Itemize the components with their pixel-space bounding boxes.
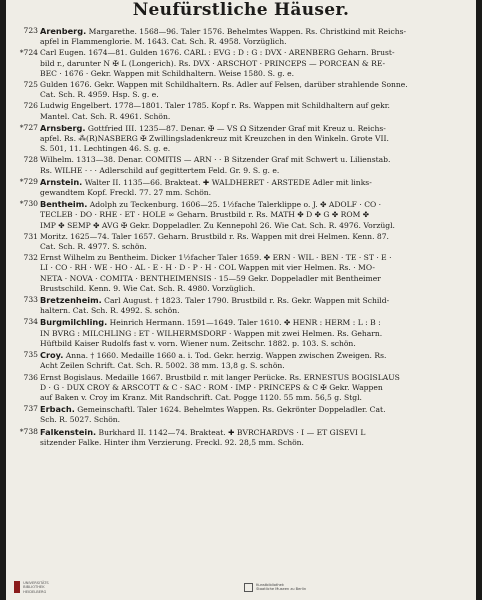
entry-text-line [40,253,468,263]
entry-number: *729 [19,176,38,186]
entry-text-line [40,112,468,122]
catalog-entry [14,48,468,79]
entry-description: gewandtem Kopf. Freckl. 77. 27 mm. Schön. [40,188,212,198]
entry-number: 728 [23,155,38,165]
entry-description: Cat. Sch. R. 4977. S. schön. [40,242,147,252]
catalog-entry [14,373,468,404]
entry-description: Moritz. 1625—74. Taler 1657. Geharn. Brustbild r. Rs. Wappen mit drei Helmen. Kenn. 87. [40,231,389,241]
entry-text-line [40,221,468,231]
catalog-entry [14,177,468,198]
entry-text-line [40,306,468,316]
entry-description: Anna. † 1660. Medaille 1660 a. i. Tod. Gekr. herzig. Wappen zwischen Zweigen. Rs. [63,351,387,361]
entry-number: 735 [23,350,38,360]
entry-description: Ernst Wilhelm zu Bentheim. Dicker 1½facher Taler 1659. ✤ ERN · WIL · BEN · TE · ST · E · [40,253,392,263]
entry-description: haltern. Cat. Sch. R. 4992. S. schön. [40,306,180,316]
entry-description: S. 501, 11. Lechtingen 46. S. g. e. [40,144,171,154]
entry-description: Wilhelm. 1313—38. Denar. COMITIS — ARN · · B Sitzender Graf mit Schwert u. Lilienstab. [40,155,391,165]
entry-text-line [40,329,468,339]
entry-description: Brustschild. Kenn. 9. Wie Cat. Sch. R. 4980. Vorzüglich. [40,283,256,293]
entry-text-line [40,177,468,188]
entry-text-line [40,101,468,111]
entry-text-line [40,232,468,242]
entry-description: bild r., darunter N ✠ L (Longerich). Rs. DVX · ARSCHOT · PRINCEPS — PORCEAN & RE- [40,58,386,68]
entry-description: Margarethe. 1568—96. Taler 1576. Behelmtes Wappen. Rs. Christkind mit Reichs- [86,27,407,36]
left-logo-line: BIBLIOTHEK [23,585,45,590]
catalog-entry [14,404,468,425]
catalog-entries [14,26,468,448]
entry-number: *724 [19,48,38,58]
entry-text-line [40,123,468,134]
entry-description: Gulden 1676. Gekr. Wappen mit Schildhaltern. Rs. Adler auf Felsen, darüber strahlende Sonne. [40,80,408,90]
entry-number: *730 [19,199,38,209]
entry-description: Cat. Sch. R. 4959. Hsp. S. g. e. [40,90,159,100]
house-name: Falkenstein. [40,426,97,437]
entry-number: *727 [19,122,38,132]
catalog-entry [14,123,468,155]
house-name: Burgmilchling. [40,317,108,328]
house-name: Arenberg. [40,26,87,36]
entry-description: IMP ✤ SEMP ✤ AVG ✠ Gekr. Doppeladler. Zu Kennepohl 26. Wie Cat. Sch. R. 4976. Vorzügl. [40,220,395,230]
catalog-entry [14,80,468,100]
entry-description: sitzender Falke. Hinter ihm Verzierung. Freckl. 92. 28,5 mm. Schön. [40,437,304,447]
house-name: Arnsberg. [40,122,86,133]
entry-description: LI · CO · RH · WE · HO · AL · E · H · D · P · H · COL Wappen mit vier Helmen. Rs. · MO- [40,263,375,273]
entry-text-line [40,26,468,37]
entry-text-line [40,361,468,371]
entry-text-line [40,373,468,383]
entry-number: 726 [23,101,38,111]
entry-number: 725 [23,80,38,90]
entry-text-line [40,284,468,294]
entry-text-line [40,48,468,58]
entry-text-line [40,438,468,448]
catalog-entry [14,155,468,175]
catalog-entry [14,26,468,47]
museum-square-icon [244,583,253,592]
entry-number: 736 [23,372,38,382]
entry-description: BEC · 1676 · Gekr. Wappen mit Schildhaltern. Weise 1580. S. g. e. [40,68,295,78]
entry-description: Carl Eugen. 1674—81. Gulden 1676. CARL : EVG : D : G : DVX · ARENBERG Geharn. Brust- [40,48,395,58]
entry-description: Sch. R. 5027. Schön. [40,415,121,425]
right-logo-line: Staatliche Museen zu Berlin [256,587,307,592]
entry-text-line [40,69,468,79]
entry-text-line [40,317,468,328]
library-crest-icon [14,581,20,593]
entry-number: 731 [23,231,38,241]
catalog-entry [14,199,468,231]
right-logo-line: Kunstbibliothek [256,583,284,587]
entry-text-line [40,199,468,210]
entry-text-line [40,210,468,220]
entry-description: Ludwig Engelbert. 1778—1801. Taler 1785. Kopf r. Rs. Wappen mit Schildhaltern auf gekr. [40,101,390,111]
entry-description: apfel. Rs. ⁂(R)NASBERG ✠ Zwillingsladenkreuz mit Kreuzchen in den Winkeln. Grote VII. [40,134,389,144]
entry-text-line [40,339,468,349]
document-page [6,0,476,600]
entry-description: Adolph zu Teckenburg. 1606—25. 1½fache Talerklippe o. J. ✤ ADOLF · CO · [87,200,382,210]
entry-description: auf Baken v. Croy im Kranz. Mit Randschrift. Cat. Pogge 1120. 55 mm. 56,5 g. Stgl. [40,392,362,402]
entry-text-line [40,80,468,90]
kunstbibliothek-logo [244,583,306,592]
left-logo-text [23,581,49,594]
catalog-entry [14,350,468,371]
entry-text-line [40,242,468,252]
entry-number: 723 [23,26,38,35]
entry-description: Gottfried III. 1235—87. Denar. ✠ — VS Ω Sitzender Graf mit Kreuz u. Reichs- [85,123,386,133]
entry-text-line [40,383,468,393]
page-footer [6,570,476,600]
entry-text-line [40,188,468,198]
heidelberg-library-logo [14,581,49,594]
entry-description: D · G · DUX CROY & ARSCOTT & C · SAC · ROM · IMP · PRINCEPS & C ✠ Gekr. Wappen [40,382,383,392]
entry-description: Gemeinschaftl. Taler 1624. Behelmtes Wappen. Rs. Gekrönter Doppeladler. Cat. [74,405,386,415]
entry-number: 734 [23,317,38,327]
catalog-entry [14,317,468,349]
catalog-entry [14,295,468,316]
entry-text-line [40,37,468,47]
entry-description: Burkhard II. 1142—74. Brakteat. ✚ BVRCHARDVS · I — ET GISEVI L [96,427,366,437]
catalog-entry [14,232,468,252]
entry-number: 737 [23,404,38,414]
entry-number: 732 [23,253,38,263]
entry-description: Rs. WILHE · · · Adlerschild auf gegittertem Feld. Gr. 9. S. g. e. [40,165,280,175]
entry-description: Walter II. 1135—66. Brakteat. ✚ WALDHERET · ARSTEDE Adler mit links- [82,177,372,187]
entry-text-line [40,263,468,273]
house-name: Croy. [40,350,64,361]
page-title: Neufürstliche Häuser. [132,0,350,20]
entry-description: Ernst Bogislaus. Medaille 1667. Brustbild r. mit langer Perücke. Rs. ERNESTUS BOGISLAUS [40,372,400,382]
entry-description: IN BVRG : MILCHLING : ET · WILHERMSDORF · Wappen mit zwei Helmen. Rs. Geharn. [40,328,383,338]
catalog-entry [14,427,468,448]
right-logo-text [256,583,306,592]
house-name: Bretzenheim. [40,295,102,306]
entry-description: TECLEB · DO · RHE · ET · HOLE ∞ Geharn. Brustbild r. Rs. MATH ✤ D ✤ G ✤ ROM ✤ [40,210,370,220]
entry-description: NETA · NOVA · COMITA · BENTHEIMENSIS · 15—59 Gekr. Doppeladler mit Bentheimer [40,273,381,283]
catalog-entry [14,101,468,121]
house-name: Erbach. [40,404,75,415]
left-logo-line: UNIVERSITÄTS [23,580,49,585]
entry-text-line [40,144,468,154]
entry-description: Mantel. Cat. Sch. R. 4961. Schön. [40,111,171,121]
entry-description: Acht Zeilen Schrift. Cat. Sch. R. 5002. 38 mm. 13,8 g. S. schön. [40,361,285,371]
entry-text-line [40,393,468,403]
entry-description: Carl August. † 1823. Taler 1790. Brustbild r. Rs. Gekr. Wappen mit Schild- [101,296,390,306]
entry-text-line [40,295,468,306]
entry-description: apfel in Flammenglorie. M. 1643. Cat. Sch. R. 4958. Vorzüglich. [40,37,287,47]
entry-number: *738 [19,426,38,436]
entry-text-line [40,415,468,425]
entry-text-line [40,90,468,100]
entry-number: 733 [23,295,38,305]
entry-description: Heinrich Hermann. 1591—1649. Taler 1610. ✤ HENR : HERM : L : B : [107,318,381,328]
entry-text-line [40,404,468,415]
house-name: Bentheim. [40,199,88,210]
entry-description: Hüftbild Kaiser Rudolfs fast v. vorn. Wiener num. Zeitschr. 1882. p. 103. S. schön. [40,338,356,348]
entry-text-line [40,134,468,144]
catalog-entry [14,253,468,294]
entry-text-line [40,59,468,69]
entry-text-line [40,274,468,284]
entry-text-line [40,350,468,361]
house-name: Arnstein. [40,176,83,187]
entry-text-line [40,155,468,165]
left-logo-line: HEIDELBERG [23,589,47,594]
entry-text-line [40,166,468,176]
entry-text-line [40,427,468,438]
